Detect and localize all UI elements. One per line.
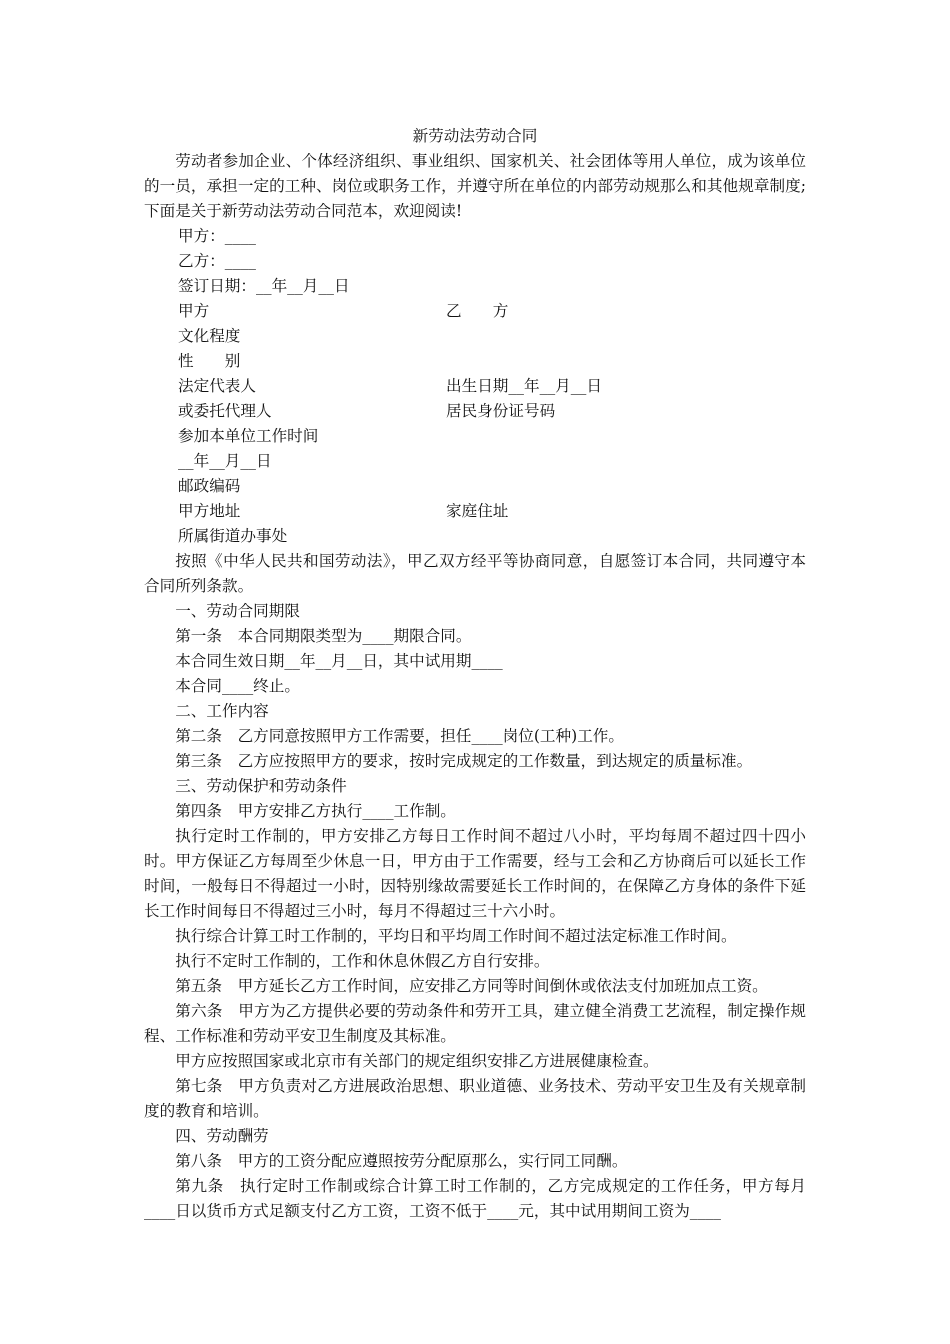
agreement-paragraph: 按照《中华人民共和国劳动法》，甲乙双方经平等协商同意，自愿签订本合同，共同遵守本合同所列条款。 — [144, 552, 806, 595]
form-row-parties — [144, 299, 806, 324]
article-3: 第三条 乙方应按照甲方的要求，按时完成规定的工作数量，到达规定的质量标准。 — [175, 752, 753, 770]
article-1-termination: 本合同____终止。 — [175, 677, 300, 695]
form-row-gender — [144, 349, 806, 374]
form-row-agent — [144, 399, 806, 424]
form-subdistrict-label: 所属街道办事处 — [178, 527, 288, 545]
form-party-a-address-label: 甲方地址 — [178, 502, 241, 520]
article-7: 第七条 甲方负责对乙方进展政治思想、职业道德、业务技术、劳动平安卫生及有关规章制度的教育和培训。 — [144, 1077, 806, 1120]
article-4: 第四条 甲方安排乙方执行____工作制。 — [175, 802, 456, 820]
form-row-education — [144, 324, 806, 349]
form-education-label: 文化程度 — [178, 327, 241, 345]
form-id-number-label: 居民身份证号码 — [446, 402, 556, 420]
document-title: 新劳动法劳动合同 — [412, 127, 538, 145]
form-postcode-label: 邮政编码 — [178, 477, 241, 495]
contract-document — [144, 124, 806, 1224]
article-2: 第二条 乙方同意按照甲方工作需要，担任____岗位(工种)工作。 — [175, 727, 624, 745]
form-row-subdistrict — [144, 524, 806, 549]
form-row-postcode — [144, 474, 806, 499]
section-heading: 四、劳动酬劳 — [175, 1127, 269, 1145]
form-home-address-label: 家庭住址 — [446, 502, 509, 520]
section-heading: 三、劳动保护和劳动条件 — [175, 777, 347, 795]
form-agent-label: 或委托代理人 — [178, 402, 272, 420]
form-start-time-label: 参加本单位工作时间 — [178, 427, 319, 445]
article-4-comprehensive-hours: 执行综合计算工时工作制的，平均日和平均周工作时间不超过法定标准工作时间。 — [175, 927, 737, 945]
article-5: 第五条 甲方延长乙方工作时间，应安排乙方同等时间倒休或依法支付加班加点工资。 — [175, 977, 768, 995]
article-4-flexible-hours: 执行不定时工作制的，工作和休息休假乙方自行安排。 — [175, 952, 550, 970]
form-birthdate-label: 出生日期__年__月__日 — [446, 377, 602, 395]
article-1: 第一条 本合同期限类型为____期限合同。 — [175, 627, 472, 645]
form-party-b-label: 乙 方 — [446, 302, 509, 320]
section-heading: 二、工作内容 — [175, 702, 269, 720]
article-1-effective-date: 本合同生效日期__年__月__日，其中试用期____ — [175, 652, 503, 670]
article-8: 第八条 甲方的工资分配应遵照按劳分配原那么，实行同工同酬。 — [175, 1152, 628, 1170]
form-row-address — [144, 499, 806, 524]
party-a-line: 甲方：____ — [178, 227, 256, 245]
intro-paragraph: 劳动者参加企业、个体经济组织、事业组织、国家机关、社会团体等用人单位，成为该单位的一员，承担一定的工种、岗位或职务工作，并遵守所在单位的内部劳动规那么和其他规章制度;下面是关于新劳动法劳动合同范本，欢迎阅读! — [144, 152, 806, 220]
form-representative-label: 法定代表人 — [178, 377, 256, 395]
form-start-date-value: __年__月__日 — [178, 452, 272, 470]
article-6: 第六条 甲方为乙方提供必要的劳动条件和劳开工具，建立健全消费工艺流程，制定操作规程、工作标准和劳动平安卫生制度及其标准。 — [144, 1002, 806, 1045]
party-b-line: 乙方：____ — [178, 252, 256, 270]
form-party-a-label: 甲方 — [178, 302, 210, 320]
article-9: 第九条 执行定时工作制或综合计算工时工作制的，乙方完成规定的工作任务，甲方每月____日以货币方式足额支付乙方工资，工资不低于____元，其中试用期间工资为____ — [144, 1177, 806, 1220]
form-row-start-date — [144, 449, 806, 474]
section-heading: 一、劳动合同期限 — [175, 602, 300, 620]
form-row-start-time — [144, 424, 806, 449]
form-row-representative — [144, 374, 806, 399]
form-gender-label: 性 别 — [178, 352, 241, 370]
sign-date-line: 签订日期：__年__月__日 — [178, 277, 350, 295]
article-6-health-check: 甲方应按照国家或北京市有关部门的规定组织安排乙方进展健康检查。 — [175, 1052, 659, 1070]
article-4-fixed-hours: 执行定时工作制的，甲方安排乙方每日工作时间不超过八小时，平均每周不超过四十四小时。甲方保证乙方每周至少休息一日，甲方由于工作需要，经与工会和乙方协商后可以延长工作时间，一般每日不得超过一小时，因特别缘故需要延长工作时间的，在保障乙方身体的条件下延长工作时间每日不得超过三小时，每月不得超过三十六小时。 — [144, 827, 806, 920]
